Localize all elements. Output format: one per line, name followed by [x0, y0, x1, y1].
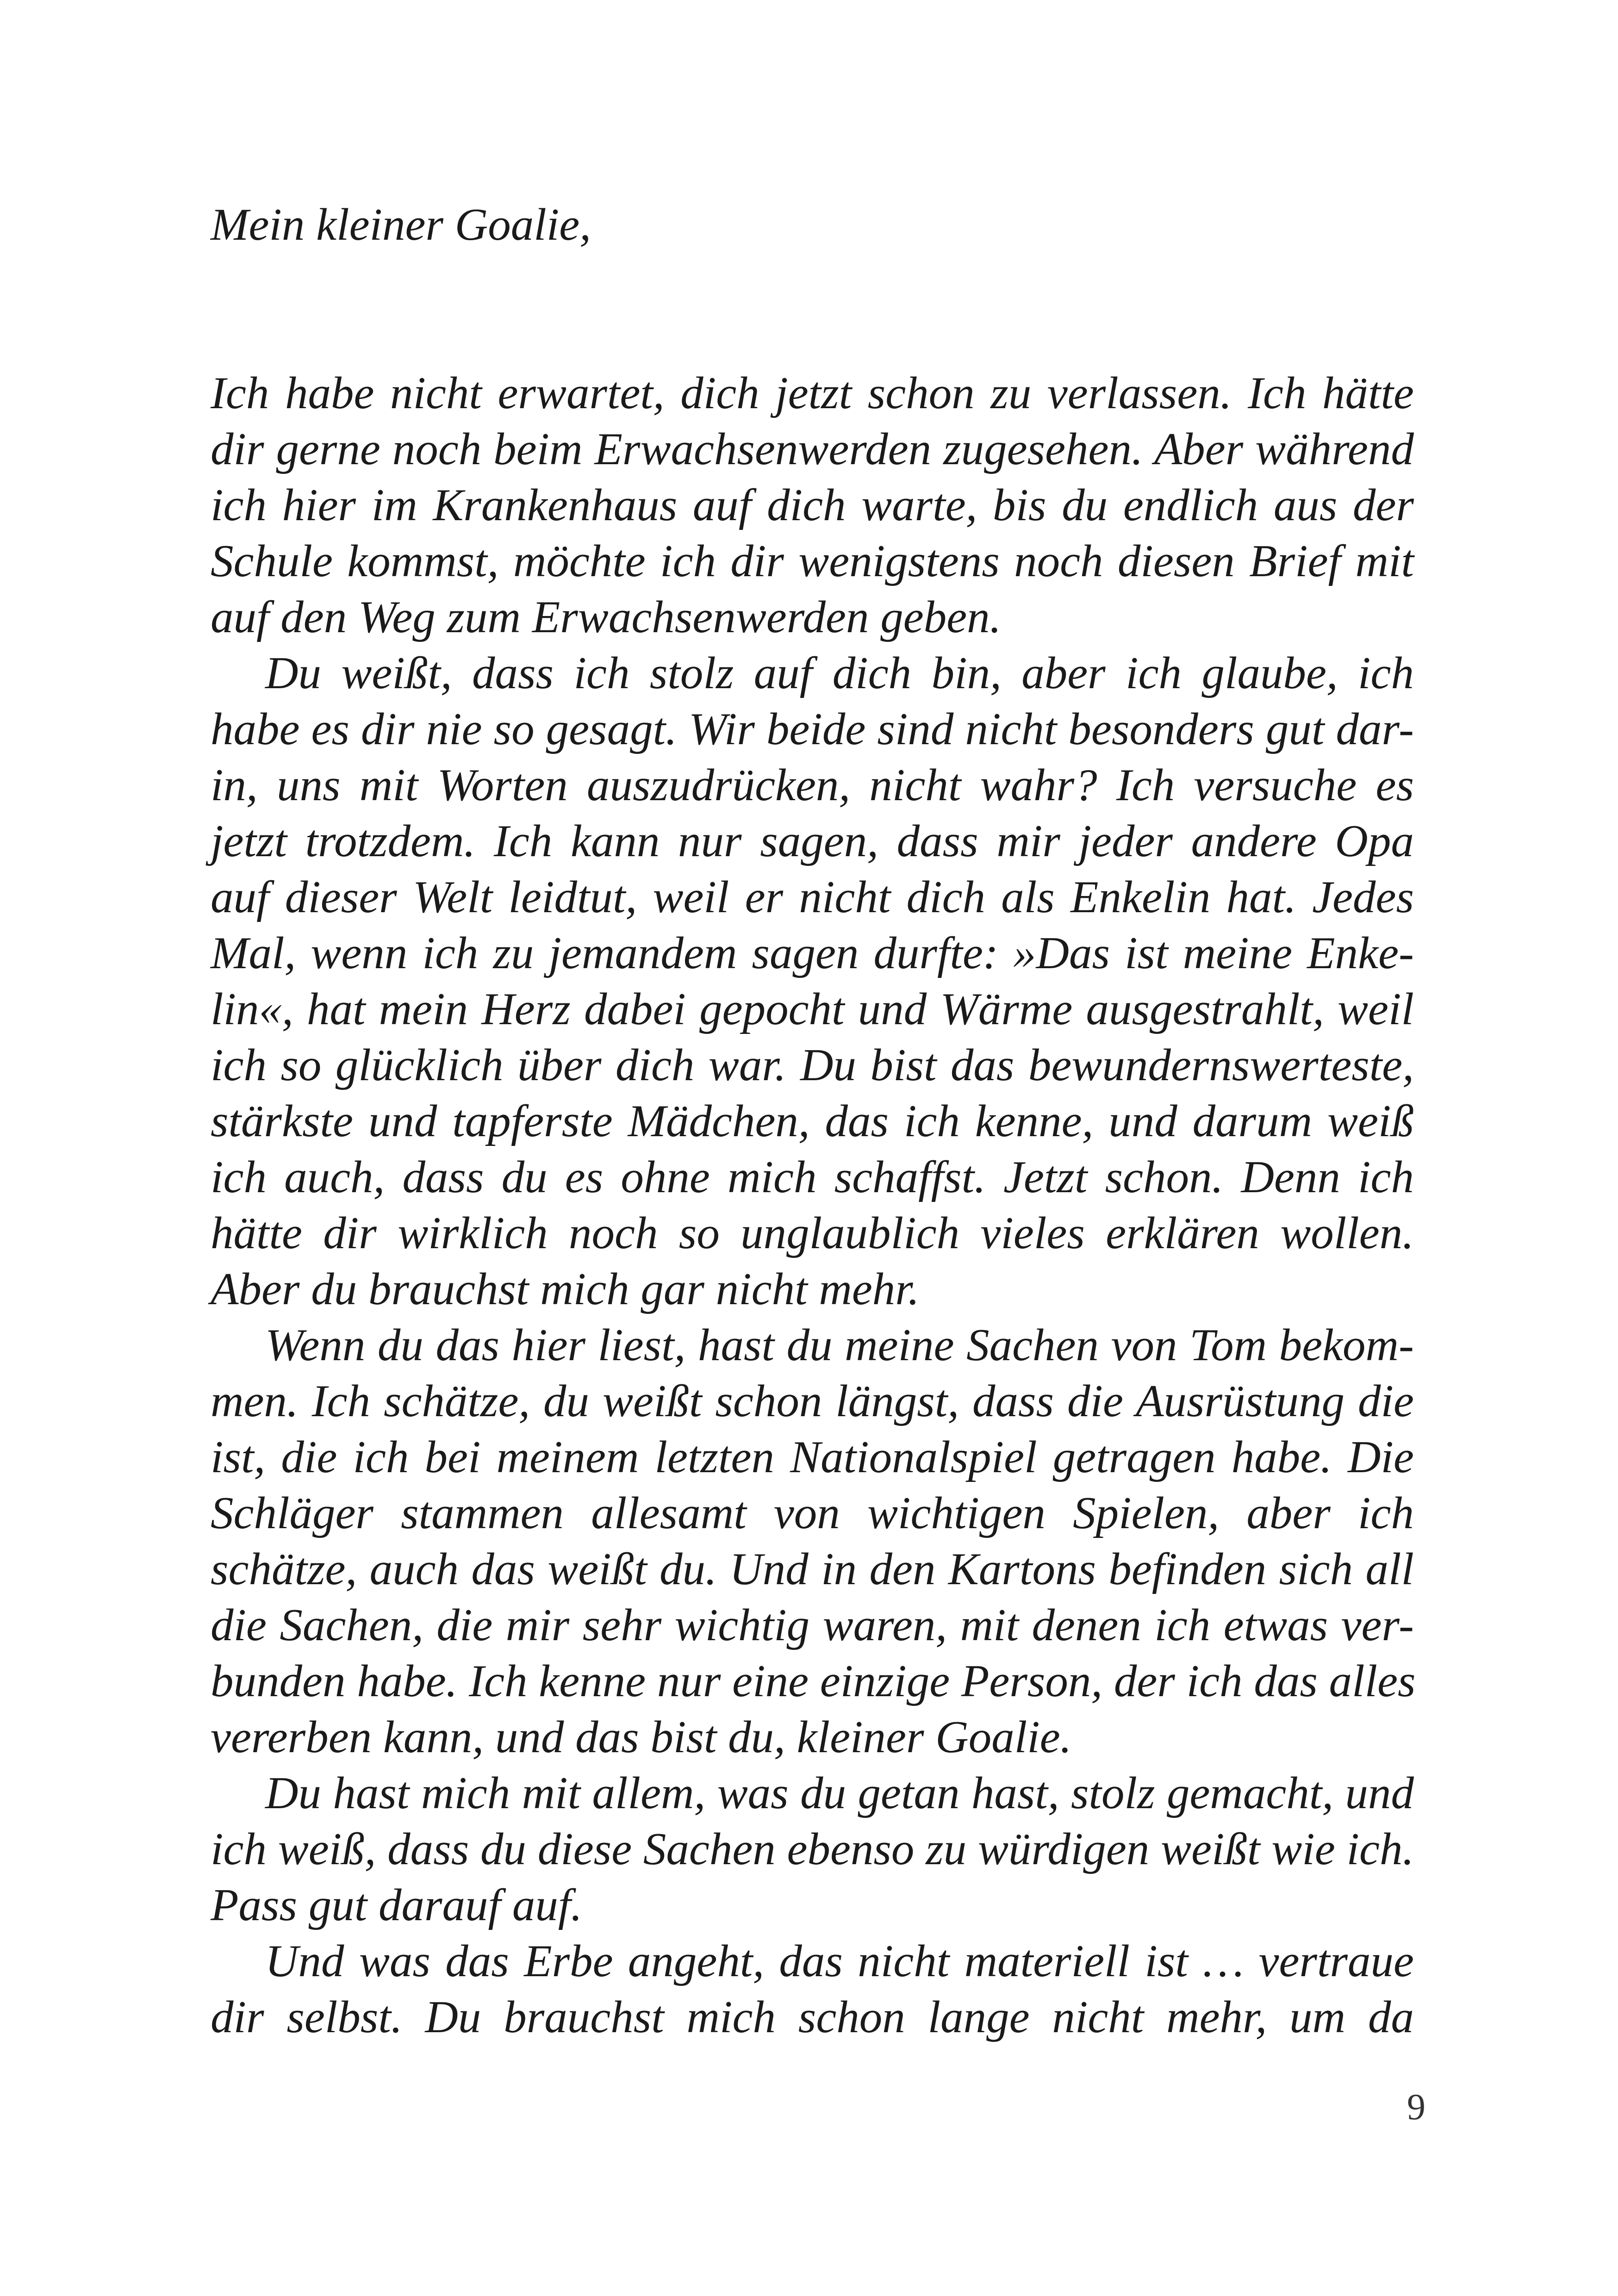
paragraph-1	[211, 365, 1414, 645]
text-line: Schule kommst, möchte ich dir wenigstens noch diesen Brief mit	[211, 536, 1414, 586]
text-line: men. Ich schätze, du weißt schon längst, dass die Ausrüstung die	[211, 1376, 1414, 1426]
text-line: schätze, auch das weißt du. Und in den Kartons befinden sich all	[211, 1544, 1414, 1594]
text-line: ich auch, dass du es ohne mich schaffst. Jetzt schon. Denn ich	[211, 1152, 1414, 1202]
text-line: bunden habe. Ich kenne nur eine einzige Person, der ich das alles	[211, 1656, 1416, 1706]
text-line: die Sachen, die mir sehr wichtig waren, mit denen ich etwas ver-	[211, 1600, 1414, 1650]
text-line: ich weiß, dass du diese Sachen ebenso zu würdigen weißt wie ich.	[211, 1824, 1414, 1874]
text-line: Wenn du das hier liest, hast du meine Sachen von Tom bekom-	[265, 1320, 1414, 1370]
text-line: dir selbst. Du brauchst mich schon lange nicht mehr, um da	[211, 1992, 1414, 2042]
text-line: Du hast mich mit allem, was du getan hast, stolz gemacht, und	[265, 1768, 1414, 1818]
text-line: ich hier im Krankenhaus auf dich warte, bis du endlich aus der	[211, 480, 1414, 530]
paragraph-5	[211, 1933, 1414, 2045]
text-line: Schläger stammen allesamt von wichtigen Spielen, aber ich	[211, 1488, 1414, 1538]
text-line: lin«, hat mein Herz dabei gepocht und Wärme ausgestrahlt, weil	[211, 984, 1414, 1034]
text-line: vererben kann, und das bist du, kleiner Goalie.	[211, 1712, 1072, 1762]
text-line: ich so glücklich über dich war. Du bist das bewundernswerteste,	[211, 1040, 1414, 1090]
text-line: Aber du brauchst mich gar nicht mehr.	[211, 1264, 920, 1314]
text-line: in, uns mit Worten auszudrücken, nicht wahr? Ich versuche es	[211, 760, 1414, 810]
text-line: hätte dir wirklich noch so unglaublich vieles erklären wollen.	[211, 1208, 1414, 1258]
text-line: Und was das Erbe angeht, das nicht materiell ist … vertraue	[265, 1936, 1414, 1986]
text-line: auf dieser Welt leidtut, weil er nicht dich als Enkelin hat. Jedes	[211, 872, 1414, 922]
text-line: Du weißt, dass ich stolz auf dich bin, aber ich glaube, ich	[265, 648, 1414, 698]
text-line: jetzt trotzdem. Ich kann nur sagen, dass mir jeder andere Opa	[211, 816, 1414, 866]
text-line: auf den Weg zum Erwachsenwerden geben.	[211, 592, 1002, 642]
text-line: ist, die ich bei meinem letzten Nationalspiel getragen habe. Die	[211, 1432, 1414, 1482]
text-line: dir gerne noch beim Erwachsenwerden zugesehen. Aber während	[211, 424, 1414, 474]
text-line: Ich habe nicht erwartet, dich jetzt schon zu verlassen. Ich hätte	[211, 368, 1414, 418]
text-line: habe es dir nie so gesagt. Wir beide sind nicht besonders gut dar-	[211, 704, 1414, 754]
paragraph-3	[211, 1317, 1414, 1765]
text-line: stärkste und tapferste Mädchen, das ich kenne, und darum weiß	[211, 1096, 1414, 1146]
page-number: 9	[1407, 2087, 1425, 2128]
text-line: Pass gut darauf auf.	[211, 1880, 583, 1930]
paragraph-2	[211, 645, 1414, 1317]
text-line: Mal, wenn ich zu jemandem sagen durfte: »Das ist meine Enke-	[211, 928, 1414, 978]
paragraph-4	[211, 1765, 1414, 1933]
letter-body	[211, 197, 1414, 2045]
letter-greeting: Mein kleiner Goalie,	[211, 199, 591, 250]
